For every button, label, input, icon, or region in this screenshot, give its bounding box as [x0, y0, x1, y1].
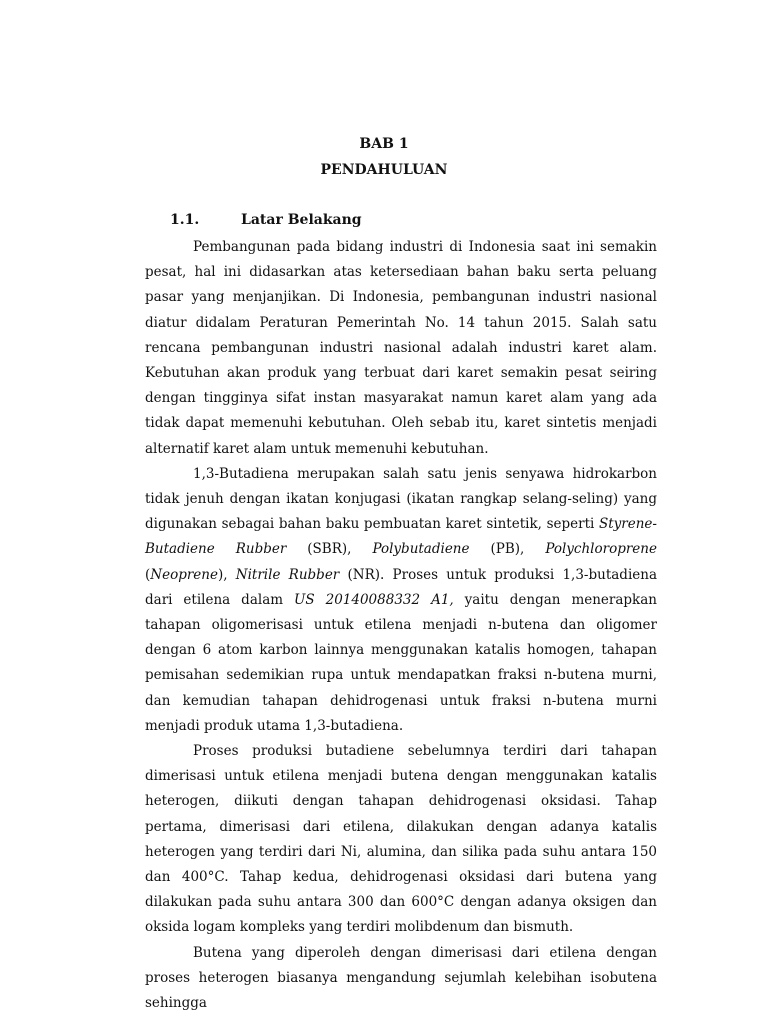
chapter-title: PENDAHULUAN	[320, 162, 448, 178]
term-neoprene: Neoprene	[150, 566, 218, 583]
paragraph-4: Butena yang diperoleh dengan dimerisasi dari etilena dengan proses heterogen biasanya mengandung sejumlah kelebihan isobutena sehingga	[145, 944, 657, 1012]
section-title: Latar Belakang	[241, 212, 362, 228]
term-nitrile-rubber: Nitrile Rubber	[235, 566, 340, 583]
term-sbr: Styrene-Butadiene Rubber	[145, 516, 657, 558]
patent-reference: US 20140088332 A1,	[294, 591, 454, 608]
paragraph-2-text: ),	[217, 566, 236, 583]
paragraph-2	[145, 462, 657, 739]
paragraph-2-text: (PB),	[469, 541, 546, 558]
term-polybutadiene: Polybutadiene	[372, 541, 470, 558]
section-heading	[170, 212, 362, 228]
paragraph-3: Proses produksi butadiene sebelumnya terdiri dari tahapan dimerisasi untuk etilena menjadi butena dengan menggunakan katalis heterogen, diikuti dengan tahapan dehidrogenasi oksidasi. Tahap pertama, dimerisasi dari etilena, dilakukan dengan adanya katalis heterogen yang terdiri dari Ni, alumina, dan silika pada suhu antara 150 dan 400°C. Tahap kedua, dehidrogenasi oksidasi dari butena yang dilakukan pada suhu antara 300 dan 600°C dengan adanya oksigen dan oksida logam kompleks yang terdiri molibdenum dan bismuth.	[145, 743, 657, 936]
section-number: 1.1.	[170, 212, 200, 228]
paragraph-2-text: (SBR),	[286, 541, 373, 558]
paragraph-2-text: yaitu dengan menerapkan tahapan oligomerisasi untuk etilena menjadi n-butena dan oligomer dengan 6 atom karbon lainnya menggunakan katalis homogen, tahapan pemisahan sedemikian rupa untuk mendapatkan fraksi n-butena murni, dan kemudian tahapan dehidrogenasi untuk fraksi n-butena murni menjadi produk utama 1,3-butadiena.	[145, 591, 657, 734]
paragraph-2-text: (NR). Proses untuk produksi 1,3-butadiena dari etilena dalam	[145, 566, 657, 608]
paragraph-1: Pembangunan pada bidang industri di Indonesia saat ini semakin pesat, hal ini didasarkan atas ketersediaan bahan baku serta peluang pasar yang menjanjikan. Di Indonesia, pembangunan industri nasional diatur didalam Peraturan Pemerintah No. 14 tahun 2015. Salah satu rencana pembangunan industri nasional adalah industri karet alam. Kebutuhan akan produk yang terbuat dari karet semakin pesat seiring dengan tingginya sifat instan masyarakat namun karet alam yang ada tidak dapat memenuhi kebutuhan. Oleh sebab itu, karet sintetis menjadi alternatif karet alam untuk memenuhi kebutuhan.	[145, 239, 657, 457]
document-body	[145, 235, 657, 1016]
chapter-heading: BAB 1	[359, 136, 409, 152]
paragraph-2-text: (	[145, 566, 151, 583]
paragraph-2-text: 1,3-Butadiena merupakan salah satu jenis senyawa hidrokarbon tidak jenuh dengan ikatan konjugasi (ikatan rangkap selang-seling) yang digunakan sebagai bahan baku pembuatan karet sintetik, seperti	[145, 465, 657, 533]
term-polychloroprene: Polychloroprene	[545, 541, 657, 558]
